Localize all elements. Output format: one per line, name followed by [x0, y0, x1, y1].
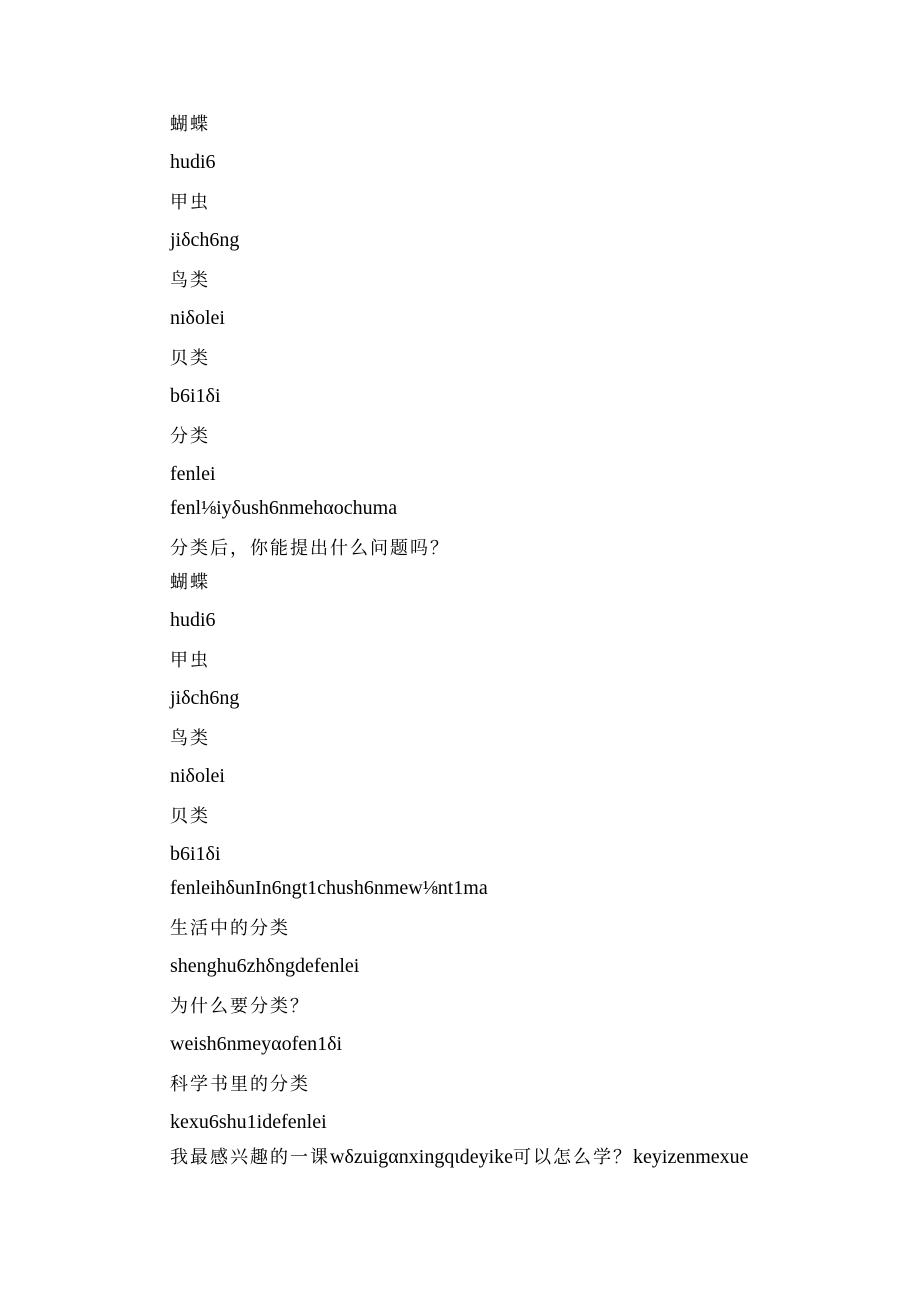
text-line-pinyin: jiδch6ng [170, 687, 240, 709]
text-line-chinese: 分类后，你能提出什么问题吗？ [170, 538, 450, 559]
text-line-pinyin: fenlei [170, 463, 216, 485]
text-line-pinyin: kexu6shu1idefenlei [170, 1111, 327, 1133]
text-segment-chinese: 可以怎么学？ [513, 1147, 634, 1168]
text-line-chinese: 贝类 [170, 348, 210, 369]
text-line-chinese: 甲虫 [170, 192, 210, 213]
text-line-mixed [170, 1147, 749, 1167]
text-line-chinese: 蝴蝶 [170, 114, 210, 135]
text-segment-pinyin: keyizenmexue [633, 1146, 749, 1168]
text-line-chinese: 分类 [170, 426, 210, 447]
text-line-pinyin: niδolei [170, 765, 225, 787]
text-line-pinyin: b6i1δi [170, 843, 221, 865]
text-line-chinese: 为什么要分类？ [170, 996, 310, 1017]
text-line-chinese: 甲虫 [170, 650, 210, 671]
text-line-pinyin: weish6nmeyαofen1δi [170, 1033, 343, 1055]
text-line-chinese: 科学书里的分类 [170, 1074, 310, 1095]
text-line-chinese: 生活中的分类 [170, 918, 290, 939]
text-line-pinyin: b6i1δi [170, 385, 221, 407]
text-line-chinese: 贝类 [170, 806, 210, 827]
text-line-pinyin: fenl⅛iyδush6nmehαochuma [170, 497, 398, 519]
text-line-pinyin: hudi6 [170, 609, 216, 631]
text-segment-pinyin: wδzuigαnxingqιdeyike [330, 1146, 514, 1168]
text-line-pinyin: shenghu6zhδngdefenlei [170, 955, 360, 977]
text-line-pinyin: jiδch6ng [170, 229, 240, 251]
text-line-chinese: 蝴蝶 [170, 572, 210, 593]
text-line-pinyin: hudi6 [170, 151, 216, 173]
text-line-pinyin: niδolei [170, 307, 225, 329]
text-line-chinese: 鸟类 [170, 728, 210, 749]
text-line-chinese: 鸟类 [170, 270, 210, 291]
text-line-pinyin: fenleihδunIn6ngt1chush6nmew⅛nt1ma [170, 877, 488, 899]
text-segment-chinese: 我最感兴趣的一课 [170, 1147, 330, 1168]
